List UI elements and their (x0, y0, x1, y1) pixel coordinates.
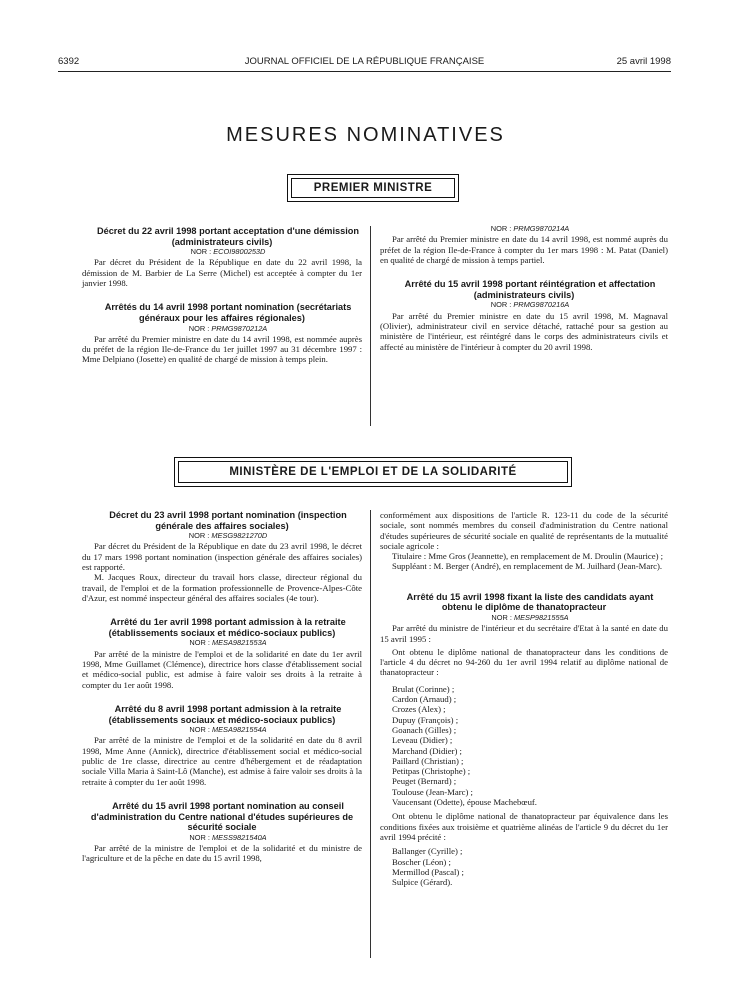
nor-reference: NOR : ECOI9800253D (190, 247, 266, 257)
article-paragraph: Par arrêté de la ministre de l'emploi et de la solidarité et du ministre de l'agriculture et de la pêche en date du 15 avril 1998, (82, 842, 362, 864)
article-heading: Décret du 23 avril 1998 portant nomination (inspection générale des affaires sociales) (109, 510, 347, 531)
list-item: Cardon (Arnaud) ; (392, 694, 457, 705)
article (82, 617, 362, 690)
article (380, 224, 668, 265)
article (82, 704, 362, 787)
list-item: Mermillod (Pascal) ; (392, 866, 464, 877)
section1-left-column (82, 226, 362, 365)
nor-reference: NOR : PRMG9870216A (490, 300, 570, 310)
section-title-box (287, 174, 459, 202)
article-heading: Arrêté du 15 avril 1998 portant réintégration et affectation (administrateurs civils) (404, 279, 656, 300)
article-heading: Arrêté du 8 avril 1998 portant admission à la retraite (établissements sociaux et médico-sociaux publics) (108, 703, 342, 725)
page-header (58, 56, 671, 70)
section-title: MINISTÈRE DE L'EMPLOI ET DE LA SOLIDARITÉ (178, 461, 568, 483)
article-paragraph: Par arrêté de la ministre de l'emploi et de la solidarité en date du 1er avril 1998, Mme Guillamet (Clémence), directrice hors classe d'établissement social et médico-social public, est admise à faire valoir ses droits à la retraite à compter du 1er août 1998. (82, 648, 362, 690)
section2-left-column (82, 510, 362, 864)
article (82, 510, 362, 603)
article (82, 302, 362, 364)
nor-reference: NOR : MESA9821554A (189, 725, 267, 735)
issue-date: 25 avril 1998 (616, 56, 671, 67)
article-paragraph: Par arrêté du Premier ministre en date du 14 avril 1998, est nommée auprès du préfet de la région Ile-de-France du 1er juillet 1997 au 31 décembre 1997 : Mme Delpiano (Josette) en qualité de chargé de mission à temps plein. (82, 333, 362, 365)
article-paragraph: Par arrêté du ministre de l'intérieur et du secrétaire d'Etat à la santé en date du 15 avril 1995 : (380, 623, 668, 644)
article (82, 801, 362, 864)
list-item: Paillard (Christian) ; (392, 755, 464, 766)
section-title-box (174, 457, 572, 487)
article (82, 226, 362, 288)
list-item: Boscher (Léon) ; (392, 856, 451, 867)
list-item: Marchand (Didier) ; (392, 745, 462, 756)
list-item: Brulat (Corinne) ; (392, 683, 455, 694)
article-paragraph: Par arrêté du Premier ministre en date du 14 avril 1998, est nommé auprès du préfet de la région Ile-de-France à compter du 1er mars 1998 : M. Patat (Daniel) en qualité de chargé de mission à temps partiel. (380, 234, 668, 265)
article-paragraph: M. Jacques Roux, directeur du travail hors classe, directeur régional du travail, de l'emploi et de la formation professionnelle de Provence-Alpes-Côte d'Azur, est nommé inspecteur général des affaires sociales (4e tour). (82, 572, 362, 603)
list-item: Toulouse (Jean-Marc) ; (392, 786, 473, 797)
section2-right-column (380, 510, 668, 887)
article-paragraph: Par arrêté de la ministre de l'emploi et de la solidarité en date du 8 avril 1998, Mme Anne (Annick), directrice d'établissement social et médico-social public de 1re classe, directrice au centre d'hébergement et de réadaptation sociale Villa Maria à Saint-Lô (Manche), est admise à faire valoir ses droits à la retraite à compter du 1er août 1998. (82, 735, 362, 787)
section1-right-column (380, 224, 668, 352)
header-rule (58, 71, 671, 72)
list-item: Petitpas (Christophe) ; (392, 766, 471, 777)
article (380, 279, 668, 352)
article-paragraph: Par arrêté du Premier ministre en date du 15 avril 1998, M. Magnaval (Olivier), administrateur civil en service détaché, rattaché pour sa gestion au ministère de l'intérieur, est réintégré dans le corps des administrateurs civils et affecté au ministère de l'intérieur à compter du 20 avril 1998. (380, 310, 668, 352)
candidate-list (380, 684, 668, 808)
article-paragraph: Suppléant : M. Berger (André), en remplacement de M. Juilhard (Jean-Marc). (392, 561, 663, 572)
list-item: Goanach (Gilles) ; (392, 724, 457, 735)
list-item: Peuget (Bernard) ; (392, 776, 457, 787)
nor-reference: NOR : MESP9821555A (491, 612, 569, 622)
list-item: Sulpice (Gérard). (392, 877, 453, 888)
article-paragraph: Par décret du Président de la République en date du 22 avril 1998, la démission de M. Barbier de La Serre (Michel) est acceptée à compter du 1er janvier 1998. (82, 257, 362, 289)
nor-reference: NOR : PRMG9870214A (490, 224, 570, 233)
article-heading: Décret du 22 avril 1998 portant acceptation d'une démission (administrateurs civils) (96, 226, 360, 247)
article-paragraph: Ont obtenu le diplôme national de thanatopracteur par équivalence dans les conditions fixées aux troisième et quatrième alinéas de l'article 9 du décret du 1er avril 1994 précité : (380, 811, 668, 842)
column-divider (370, 510, 371, 958)
list-item: Crozes (Alex) ; (392, 704, 446, 715)
column-divider (370, 226, 371, 426)
list-item: Vaucensant (Odette), épouse Machebœuf. (392, 797, 537, 808)
article-heading: Arrêté du 15 avril 1998 fixant la liste des candidats ayant obtenu le diplôme de thanatopracteur (406, 591, 654, 613)
article-heading: Arrêté du 1er avril 1998 portant admission à la retraite (établissements sociaux et médico-sociaux publics) (108, 617, 346, 638)
list-item: Leveau (Didier) ; (392, 735, 453, 746)
list-item: Dupuy (François) ; (392, 714, 459, 725)
main-title: MESURES NOMINATIVES (226, 124, 505, 146)
article-paragraph: Titulaire : Mme Gros (Jeannette), en remplacement de M. Droulin (Maurice) ; (392, 551, 664, 562)
article-paragraph: Par décret du Président de la République en date du 23 avril 1998, le décret du 17 mars 1998 portant nomination (inspection générale des affaires sociales) est rapporté. (82, 541, 362, 573)
journal-title: JOURNAL OFFICIEL DE LA RÉPUBLIQUE FRANÇAISE (244, 56, 485, 67)
article-heading: Arrêté du 15 avril 1998 portant nomination au conseil d'administration du Centre national d'études supérieures de sécurité sociale (90, 800, 354, 833)
article-heading: Arrêtés du 14 avril 1998 portant nomination (secrétariats généraux pour les affaires régionales) (104, 302, 352, 323)
page-number: 6392 (58, 56, 80, 67)
article-paragraph: Ont obtenu le diplôme national de thanatopracteur dans les conditions de l'article 4 du décret no 94-260 du 1er avril 1994 relatif au diplôme national de thanatopracteur : (380, 646, 668, 678)
article-paragraph: conformément aux dispositions de l'article R. 123-11 du code de la sécurité sociale, sont nommés membres du conseil d'administration du Centre national d'études supérieures de sécurité sociale en qualité de représentants de la mutualité sociale agricole : (380, 510, 668, 551)
candidate-list (380, 846, 668, 887)
section-title: PREMIER MINISTRE (291, 178, 455, 198)
list-item: Ballanger (Cyrille) ; (392, 846, 463, 857)
article (380, 592, 668, 888)
nor-reference: NOR : MESS9821540A (189, 832, 267, 842)
nor-reference: NOR : MESA9821553A (189, 638, 267, 648)
nor-reference: NOR : MESG9821270D (188, 531, 268, 541)
nor-reference: NOR : PRMG9870212A (188, 323, 268, 333)
